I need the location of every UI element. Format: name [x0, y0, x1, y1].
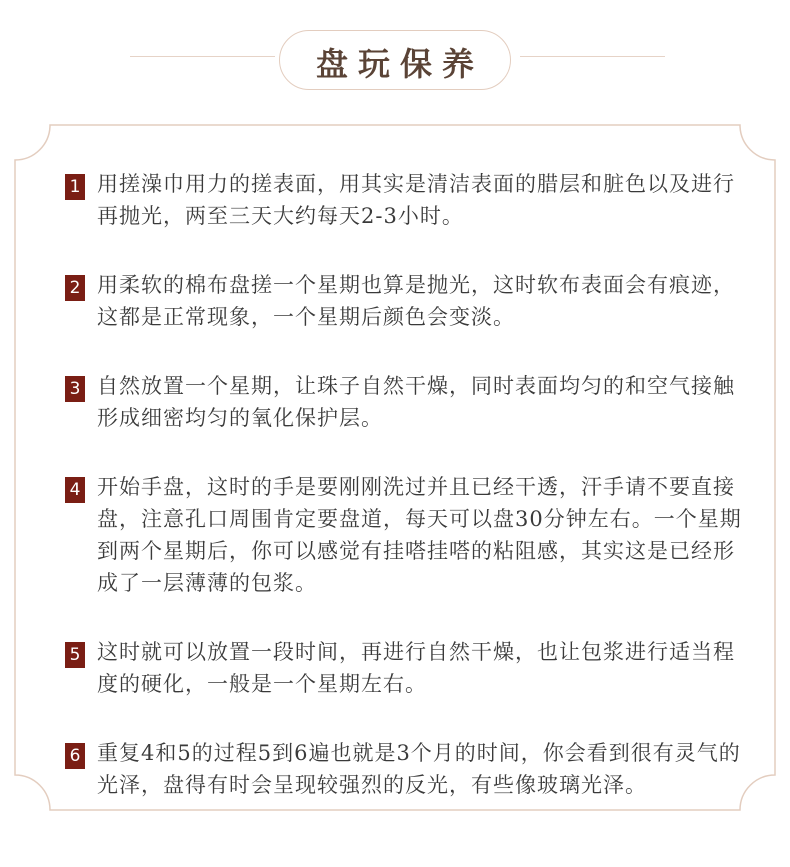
page-title: 盘玩保养 — [315, 45, 484, 83]
step-text: 重复4和5的过程5到6遍也就是3个月的时间，你会看到很有灵气的光泽，盘得有时会呈现较强烈的反光，有些像玻璃光泽。 — [97, 741, 741, 797]
step-text: 这时就可以放置一段时间，再进行自然干燥，也让包浆进行适当程度的硬化，一般是一个星期左右。 — [97, 640, 735, 696]
header — [0, 0, 790, 110]
step-text: 开始手盘，这时的手是要刚刚洗过并且已经干透，汗手请不要直接盘，注意孔口周围肯定要盘道，每天可以盘30分钟左右。一个星期到两个星期后，你可以感觉有挂嗒挂嗒的粘阻感，其实这是已经形成了一层薄薄的包浆。 — [97, 475, 742, 595]
title-badge — [279, 30, 511, 90]
step-number: 3 — [65, 376, 85, 402]
step-number: 6 — [65, 743, 85, 769]
step-number: 1 — [65, 174, 85, 200]
steps-list — [65, 168, 745, 838]
step-number: 5 — [65, 642, 85, 668]
list-item — [65, 168, 745, 232]
list-item — [65, 370, 745, 434]
step-text: 自然放置一个星期，让珠子自然干燥，同时表面均匀的和空气接触形成细密均匀的氧化保护层。 — [97, 374, 735, 430]
list-item — [65, 471, 745, 599]
step-text: 用搓澡巾用力的搓表面，用其实是清洁表面的腊层和脏色以及进行再抛光，两至三天大约每天2-3小时。 — [97, 172, 735, 228]
list-item — [65, 737, 745, 801]
step-text: 用柔软的棉布盘搓一个星期也算是抛光，这时软布表面会有痕迹，这都是正常现象，一个星期后颜色会变淡。 — [97, 273, 735, 329]
step-number: 2 — [65, 275, 85, 301]
header-divider-left — [130, 56, 275, 57]
list-item — [65, 636, 745, 700]
step-number: 4 — [65, 477, 85, 503]
header-divider-right — [520, 56, 665, 57]
list-item — [65, 269, 745, 333]
